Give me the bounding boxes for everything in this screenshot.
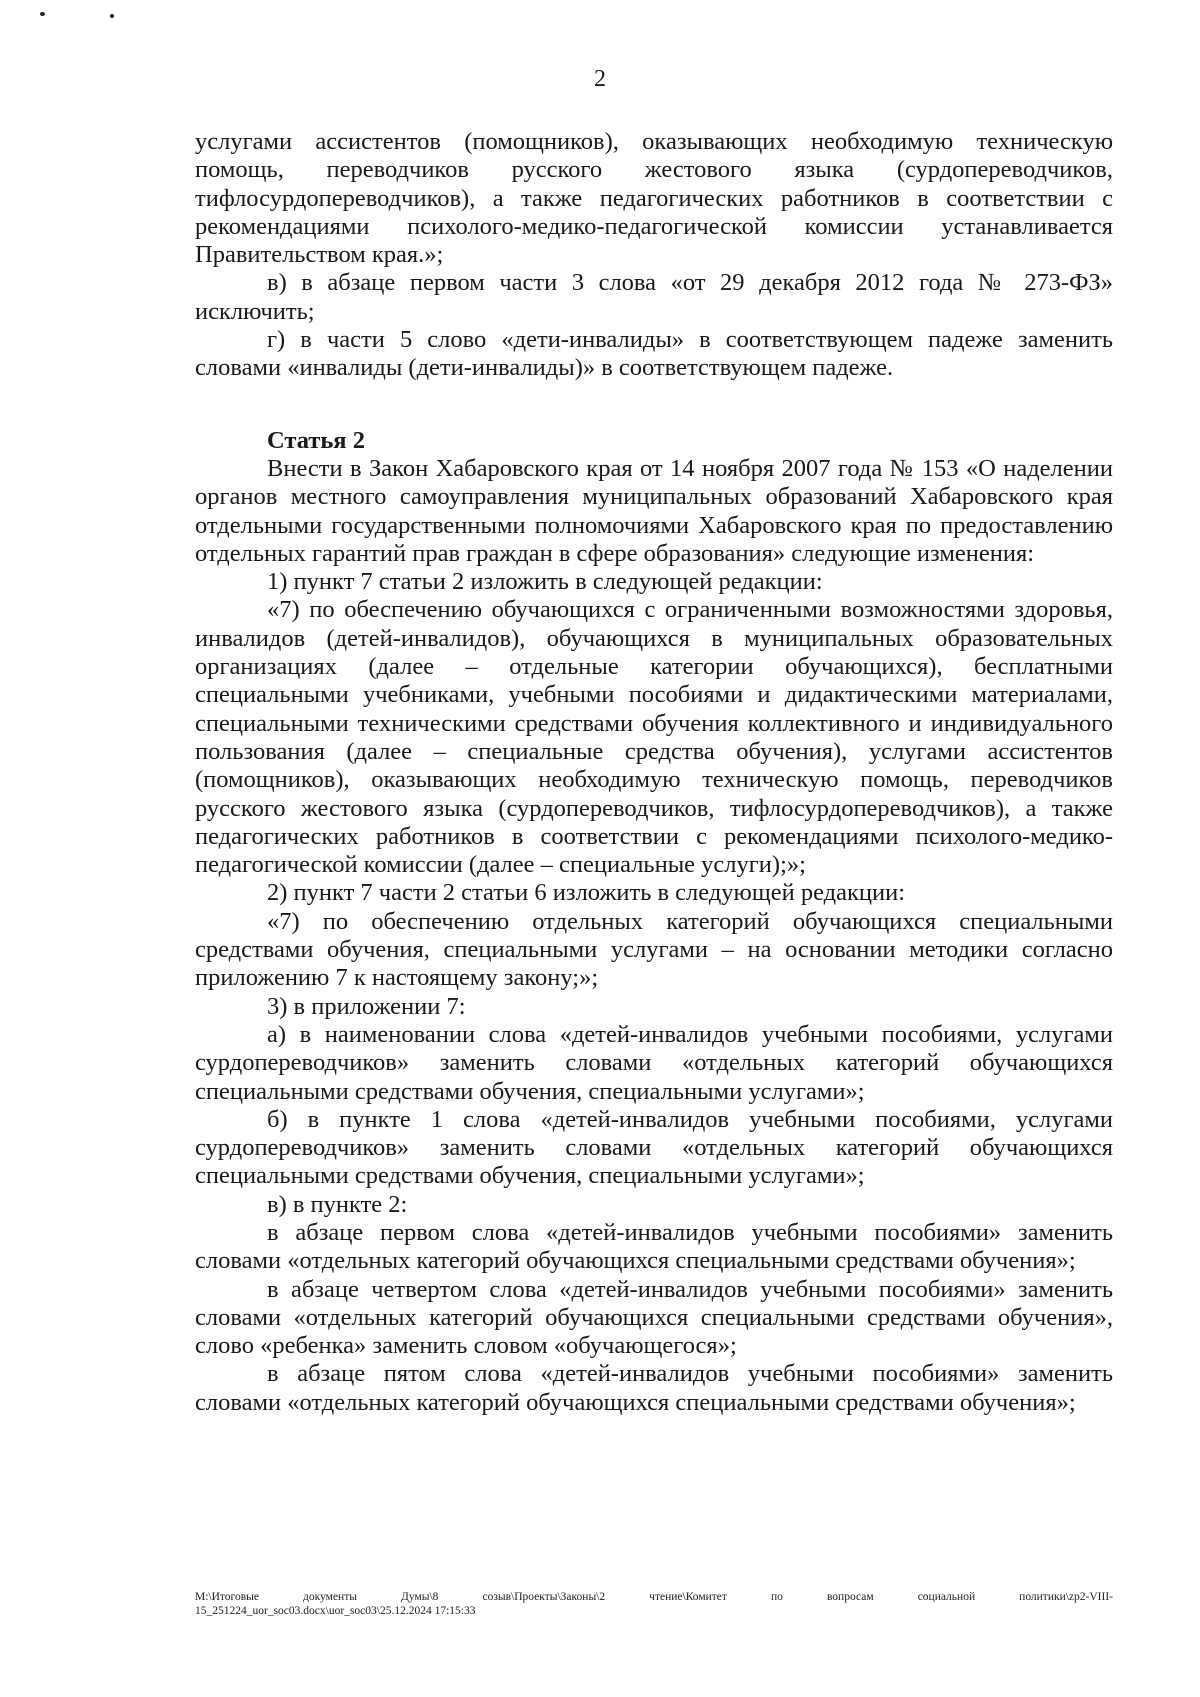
paragraph: а) в наименовании слова «детей-инвалидов учебными пособиями, услугами сурдопереводчиков» заменить словами «отдельных категорий обучающихся специальными средствами обучения, специальными услугами»; — [195, 1020, 1113, 1105]
paragraph: 1) пункт 7 статьи 2 изложить в следующей редакции: — [267, 568, 823, 596]
file-path-footer — [195, 1590, 1113, 1618]
section-spacer — [195, 383, 1113, 427]
paragraph: в) в пункте 2: — [267, 1190, 408, 1218]
paragraph: в) в абзаце первом части 3 слова «от 29 декабря 2012 года № 273-ФЗ» исключить; — [195, 269, 1113, 325]
paragraph: «7) по обеспечению обучающихся с ограниченными возможностями здоровья, инвалидов (детей-инвалидов), обучающихся в муниципальных образовательных организациях (далее – отдельные категории обучающихся), бесплатными специальными учебниками, учебными пособиями и дидактическими материалами, специальными техническими средствами обучения коллективного и индивидуального пользования (далее – специальные средства обучения), услугами ассистентов (помощников), оказывающих необходимую техническую помощь, переводчиков русского жестового языка (сурдопереводчиков, тифлосурдопереводчиков), а также педагогических работников в соответствии с рекомендациями психолого-медико-педагогической комиссии (далее – специальные услуги);»; — [195, 596, 1113, 879]
paragraph: в абзаце пятом слова «детей-инвалидов учебными пособиями» заменить словами «отдельных категорий обучающихся специальными средствами обучения»; — [195, 1360, 1113, 1416]
paragraph: в абзаце первом слова «детей-инвалидов учебными пособиями» заменить словами «отдельных категорий обучающихся специальными средствами обучения»; — [195, 1218, 1113, 1275]
scan-speck — [40, 12, 45, 16]
paragraph: 2) пункт 7 части 2 статьи 6 изложить в следующей редакции: — [267, 879, 906, 907]
article-heading: Статья 2 — [267, 426, 365, 454]
paragraph: в абзаце четвертом слова «детей-инвалидов учебными пособиями» заменить словами «отдельных категорий обучающихся специальными средствами обучения», слово «ребенка» заменить словом «обучающегося»; — [195, 1275, 1113, 1360]
scan-speck — [110, 14, 114, 18]
page-number: 2 — [594, 66, 606, 92]
footer-path-line: 15_251224_uor_soc03.docx\uor_soc03\25.12.2024 17:15:33 — [195, 1605, 476, 1617]
paragraph: г) в части 5 слово «дети-инвалиды» в соответствующем падеже заменить словами «инвалиды (дети-инвалиды)» в соответствующем падеже. — [195, 326, 1113, 382]
paragraph: б) в пункте 1 слова «детей-инвалидов учебными пособиями, услугами сурдопереводчиков» заменить словами «отдельных категорий обучающихся специальными средствами обучения, специальными услугами»; — [195, 1105, 1113, 1190]
paragraph: 3) в приложении 7: — [267, 992, 466, 1020]
footer-path-line: M:\Итоговые документы Думы\8 созыв\Проекты\Законы\2 чтение\Комитет по вопросам социальной политики\zp2-VIII- — [195, 1591, 1113, 1603]
paragraph: «7) по обеспечению отдельных категорий обучающихся специальными средствами обучения, специальными услугами – на основании методики согласно приложению 7 к настоящему закону;»; — [195, 907, 1113, 992]
document-body — [195, 128, 1113, 1417]
paragraph: услугами ассистентов (помощников), оказывающих необходимую техническую помощь, переводчиков русского жестового языка (сурдопереводчиков, тифлосурдопереводчиков), а также педагогических работников в соответствии с рекомендациями психолого-медико-педагогической комиссии устанавливается Правительством края.»; — [195, 128, 1113, 269]
paragraph: Внести в Закон Хабаровского края от 14 ноября 2007 года № 153 «О наделении органов местного самоуправления муниципальных образований Хабаровского края отдельными государственными полномочиями Хабаровского края по предоставлению отдельных гарантий прав граждан в сфере образования» следующие изменения: — [195, 454, 1113, 567]
